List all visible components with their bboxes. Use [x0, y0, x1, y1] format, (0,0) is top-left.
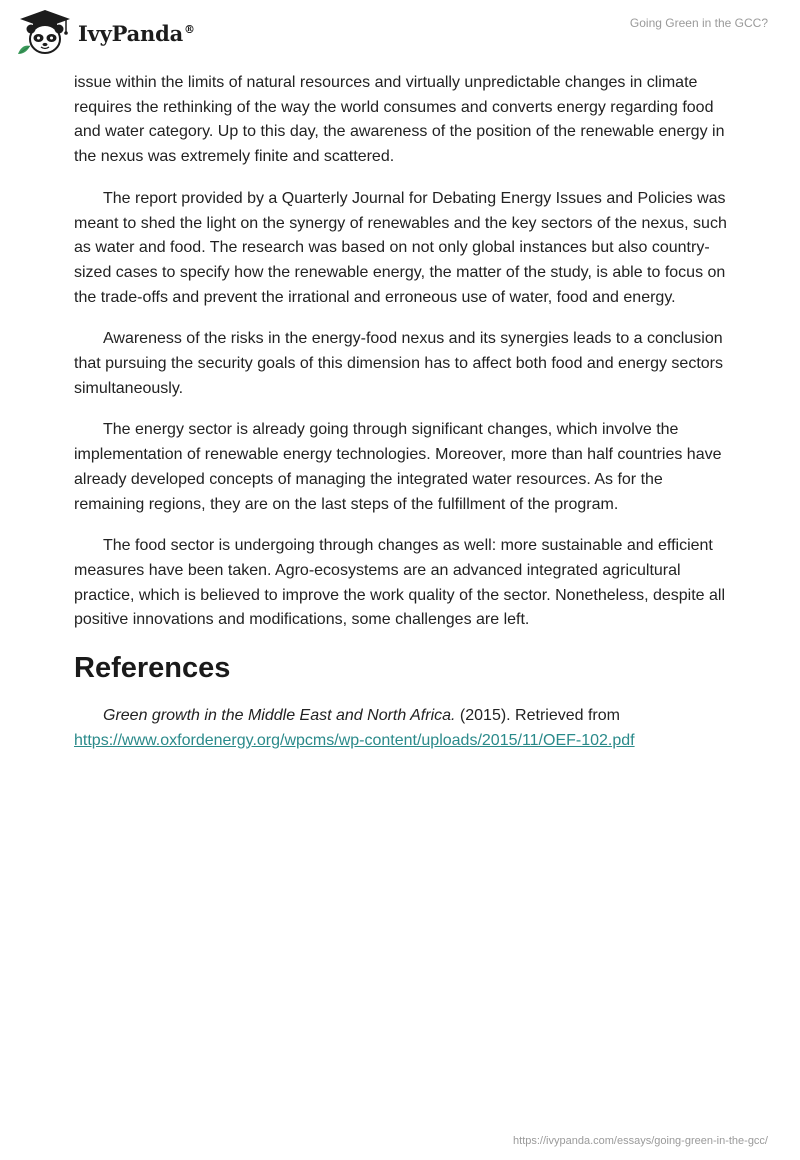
references-heading: References [74, 652, 231, 685]
logo-wordmark: IvyPanda® [78, 20, 195, 46]
essay-content [74, 71, 736, 770]
body-paragraph: Awareness of the risks in the energy-food nexus and its synergies leads to a conclusion that pursuing the security goals of this dimension has to affect both food and energy sectors simultaneously. [74, 330, 723, 397]
body-paragraph: The food sector is undergoing through changes as well: more sustainable and efficient measures have been taken. Agro-ecosystems are an advanced integrated agricultural practice, which is believed to improve the work quality of the sector. Nonetheless, despite all positive innovations and modifications, some challenges are left. [74, 537, 725, 629]
reference-title: Green growth in the Middle East and North Africa. [103, 707, 456, 725]
reference-entry [74, 704, 736, 753]
reference-link[interactable]: https://www.oxfordenergy.org/wpcms/wp-content/uploads/2015/11/OEF-102.pdf [74, 731, 635, 749]
body-paragraph: issue within the limits of natural resources and virtually unpredictable changes in climate requires the rethinking of the way the world consumes and converts energy regarding food and water category. Up to this day, the awareness of the position of the renewable energy in the nexus was extremely finite and scattered. [74, 74, 725, 166]
page-header [0, 0, 800, 72]
footer-url[interactable]: https://ivypanda.com/essays/going-green-in-the-gcc/ [513, 1135, 768, 1147]
ivypanda-logo[interactable] [14, 8, 195, 58]
reference-details: (2015). Retrieved from [455, 707, 620, 725]
running-title: Going Green in the GCC? [629, 16, 768, 30]
body-paragraph: The energy sector is already going through significant changes, which involve the implementation of renewable energy technologies. Moreover, more than half countries have already developed concepts of managing the integrated water resources. As for the remaining regions, they are on the last steps of the fulfillment of the program. [74, 421, 722, 513]
panda-graduate-icon [14, 8, 76, 58]
body-paragraph: The report provided by a Quarterly Journal for Debating Energy Issues and Policies was meant to shed the light on the synergy of renewables and the key sectors of the nexus, such as water and food. The research was based on not only global instances but also country-sized cases to specify how the renewable energy, the matter of the study, is able to focus on the trade-offs and prevent the irrational and erroneous use of water, food and energy. [74, 189, 727, 306]
